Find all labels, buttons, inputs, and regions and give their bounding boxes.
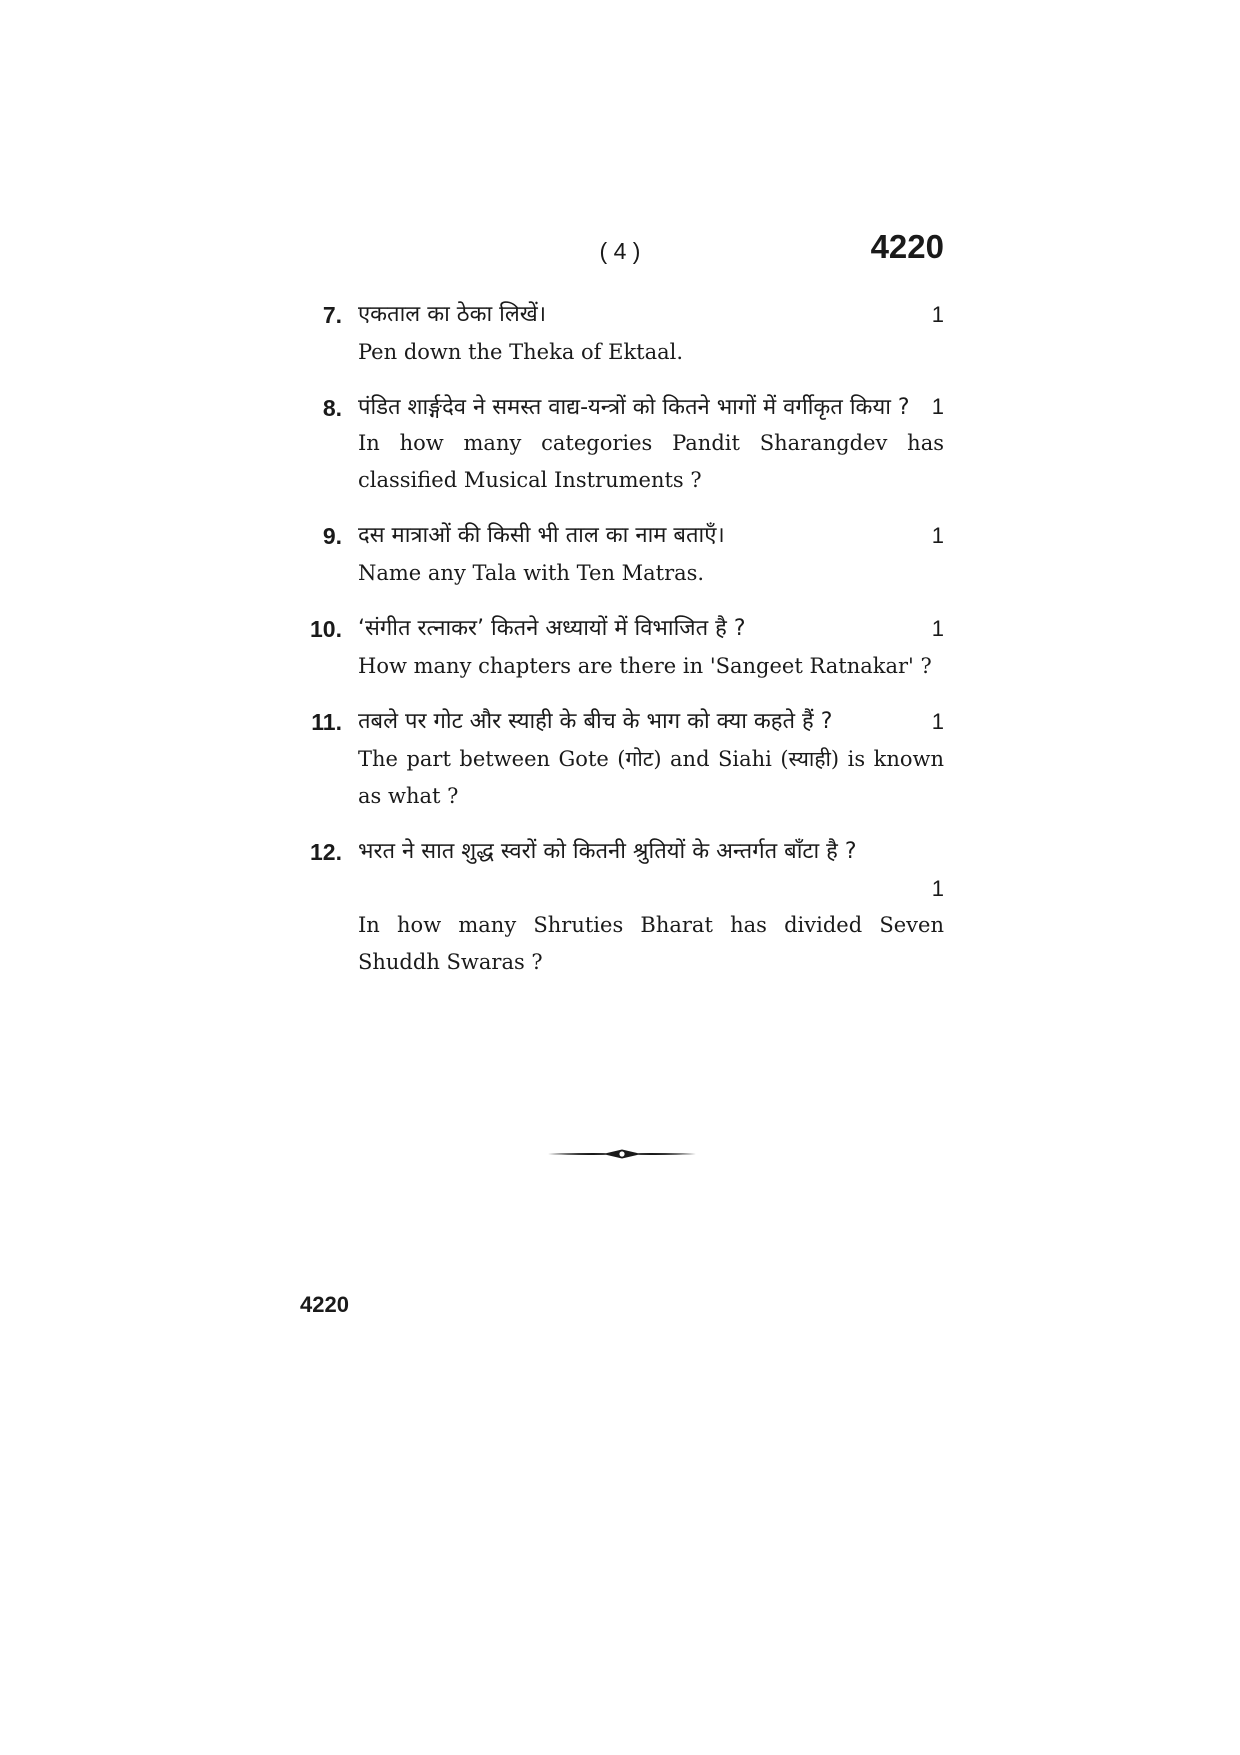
question-hindi-text: ‘संगीत रत्नाकर’ कितने अध्यायों में विभाजित है ? [358,616,746,641]
question-7 [296,296,944,371]
question-english: Pen down the Theka of Ektaal. [358,340,684,364]
question-english: In how many Shruties Bharat has divided Seven Shuddh Swaras ? [358,913,944,974]
question-hindi [358,610,944,648]
question-hindi [358,517,944,555]
end-of-paper-ornament [548,1148,696,1160]
question-hindi [358,389,944,427]
question-list [296,296,944,999]
paper-code-top: 4220 [870,228,944,265]
question-12 [296,833,944,981]
question-english: The part between Gote (गोट) and Siahi (स्याही) is known as what ? [358,747,944,808]
question-hindi [358,833,944,871]
question-hindi-text: पंडित शार्ङ्गदेव ने समस्त वाद्य-यन्त्रों को कितने भागों में वर्गीकृत किया ? [358,395,910,420]
question-hindi-text: दस मात्राओं की किसी भी ताल का नाम बताएँ। [358,523,725,548]
question-hindi [358,703,944,741]
question-number: 8. [322,395,342,421]
question-marks: 1 [931,709,944,734]
question-number: 12. [310,839,342,865]
question-marks: 1 [931,394,944,419]
question-number: 10. [310,616,342,642]
question-hindi-text: एकताल का ठेका लिखें। [358,302,547,327]
question-hindi [358,296,944,334]
question-english: How many chapters are there in 'Sangeet Ratnakar' ? [358,654,932,678]
question-10 [296,610,944,685]
question-8 [296,389,944,499]
question-marks: 1 [931,616,944,641]
question-number: 7. [322,302,342,328]
question-marks: 1 [931,523,944,548]
paper-code-bottom: 4220 [300,1292,349,1317]
question-marks: 1 [931,302,944,327]
page-number: ( 4 ) [599,238,641,264]
question-english: In how many categories Pandit Sharangdev has classified Musical Instruments ? [358,431,944,492]
question-11 [296,703,944,815]
question-9 [296,517,944,592]
question-hindi-text: भरत ने सात शुद्ध स्वरों को कितनी श्रुतियों के अन्तर्गत बाँटा है ? [358,839,857,864]
question-hindi-text: तबले पर गोट और स्याही के बीच के भाग को क्या कहते हैं ? [358,709,833,734]
question-marks: 1 [931,876,944,901]
question-number: 9. [322,523,342,549]
question-number: 11. [311,709,342,735]
question-english: Name any Tala with Ten Matras. [358,561,705,585]
